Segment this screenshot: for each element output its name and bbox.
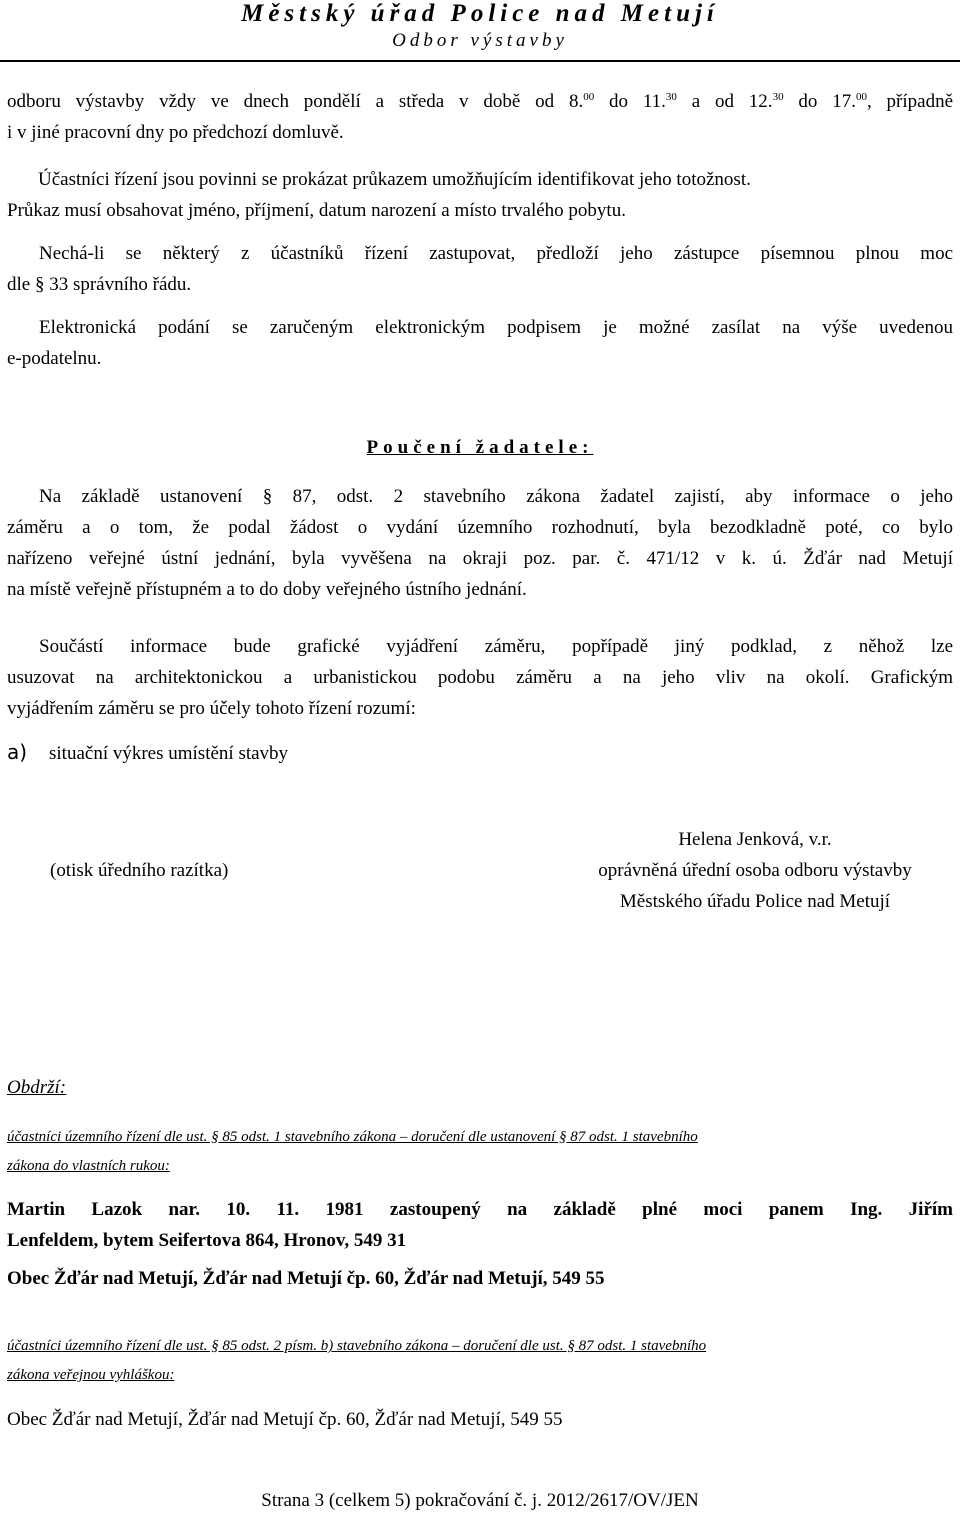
signatory-role: oprávněná úřední osoba odboru výstavby	[598, 860, 912, 881]
office-title: Městský úřad Police nad Metují	[241, 0, 719, 27]
e-submission-paragraph: Elektronická podání se zaručeným elektronickým podpisem je možné zasílat na výše uvedenou	[39, 317, 953, 338]
recipient-entry-municipality: Obec Žďár nad Metují, Žďár nad Metují čp. 60, Žďár nad Metují, 549 55	[7, 1268, 605, 1289]
list-item-text: situační výkres umístění stavby	[49, 743, 289, 764]
recipients-heading: Obdrží:	[7, 1077, 67, 1098]
instruction-paragraph-line-3: nařízeno veřejné ústní jednání, byla vyvěšena na okraji poz. par. č. 471/12 v k. ú. Žďár nad Metují	[7, 548, 953, 569]
office-hours-line-2: i v jiné pracovní dny po předchozí domluvě.	[7, 122, 344, 143]
recipient-group-2-label: účastníci územního řízení dle ust. § 85 odst. 2 písm. b) stavebního zákona – doručení dle ust. § 87 odst. 1 stavebního	[7, 1338, 707, 1354]
instruction-heading: Poučení žadatele:	[366, 437, 594, 458]
signatory-office: Městského úřadu Police nad Metují	[619, 891, 891, 912]
list-marker: a)	[7, 740, 28, 764]
recipient-entry: Martin Lazok nar. 10. 11. 1981 zastoupený na základě plné moci panem Ing. Jiřím	[7, 1199, 953, 1220]
graphic-paragraph-line-3: vyjádřením záměru se pro účely tohoto řízení rozumí:	[7, 698, 416, 719]
office-hours-line: odboru výstavby vždy ve dnech pondělí a středa v době od 8.00 do 11.30 a od 12.30 do 17.00, případně	[7, 91, 954, 112]
list-item	[7, 737, 953, 769]
recipient-group-1-label-2: zákona do vlastních rukou:	[7, 1158, 170, 1174]
department-subtitle: Odbor výstavby	[392, 30, 568, 51]
signatory-name: Helena Jenková, v.r.	[678, 829, 832, 850]
identity-paragraph-2: Průkaz musí obsahovat jméno, příjmení, datum narození a místo trvalého pobytu.	[7, 200, 626, 221]
recipient-entry-2: Lenfeldem, bytem Seifertova 864, Hronov, 549 31	[7, 1230, 407, 1251]
representation-paragraph: Nechá-li se některý z účastníků řízení zastupovat, předloží jeho zástupce písemnou plnou moc	[39, 243, 953, 264]
graphic-paragraph-line-2: usuzovat na architektonickou a urbanistickou podobu záměru a na jeho vliv na okolí. Grafickým	[7, 667, 953, 688]
representation-paragraph-2: dle § 33 správního řádu.	[7, 274, 192, 295]
instruction-paragraph-line-1: Na základě ustanovení § 87, odst. 2 stavebního zákona žadatel zajistí, aby informace o jeho	[39, 486, 953, 507]
recipient-group-1-label: účastníci územního řízení dle ust. § 85 odst. 1 stavebního zákona – doručení dle ustanovení § 87 odst. 1 stavebního	[7, 1129, 698, 1145]
instruction-paragraph-line-2: záměru a o tom, že podal žádost o vydání územního rozhodnutí, byla bezodkladně poté, co bylo	[7, 517, 953, 538]
recipient-group-2-label-2: zákona veřejnou vyhláškou:	[7, 1367, 175, 1383]
graphic-paragraph-line-1: Součástí informace bude grafické vyjádření záměru, popřípadě jiný podklad, z něhož lze	[39, 636, 953, 657]
identity-paragraph: Účastníci řízení jsou povinni se prokázat průkazem umožňujícím identifikovat jeho totožnost.	[38, 169, 751, 190]
recipient-entry-public: Obec Žďár nad Metují, Žďár nad Metují čp. 60, Žďár nad Metují, 549 55	[7, 1409, 563, 1430]
stamp-placeholder: (otisk úředního razítka)	[50, 860, 229, 881]
e-submission-paragraph-2: e-podatelnu.	[7, 348, 102, 369]
page-footer: Strana 3 (celkem 5) pokračování č. j. 2012/2617/OV/JEN	[261, 1490, 699, 1511]
header-divider	[0, 60, 960, 62]
instruction-paragraph-line-4: na místě veřejně přístupném a to do doby veřejného ústního jednání.	[7, 579, 527, 600]
